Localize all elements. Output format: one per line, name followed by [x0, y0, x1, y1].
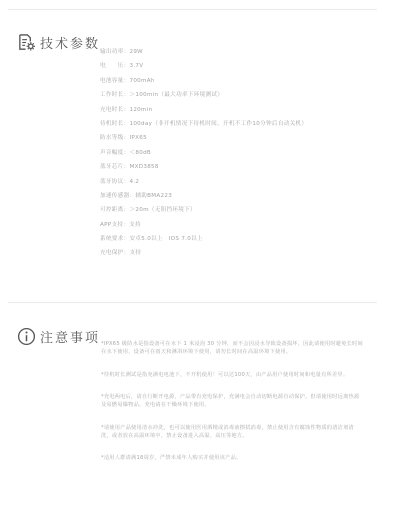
note-item: *充电两电后，请自行断开电源，产品带有充电保护，充满电会自动切断电源自动保护。但请使用时远离热源及易燃易爆物品，充电请在干燥环境下使用。	[101, 394, 360, 408]
spec-item: 工作时长：＞100min（最大功率下环境测试）	[100, 92, 224, 99]
note-item: *适用人群请满18周岁，严禁未成年人购买并使用该产品。	[101, 455, 242, 461]
notes-header	[17, 327, 100, 346]
section-divider	[8, 302, 377, 303]
spec-item: 可控距离：＞20m（无阻挡环境下）	[100, 207, 196, 214]
spec-item: 防水等级：IPX65	[100, 135, 147, 142]
notes-title: 注意事项	[40, 331, 101, 346]
info-circle-icon	[17, 327, 36, 346]
note-item: *请使用产品使用清水冲洗，也可以使用医用酒精或消毒液擦拭消毒，禁止使用含有腐蚀性物质的清洁剂清洗，或者放在高温环境中，禁止设备进入高温、高压等地方。	[101, 424, 354, 439]
spec-item: 声音幅度：＜80dB	[100, 149, 152, 156]
spec-item: APP支持：支持	[100, 221, 141, 228]
spec-item: 电 压：3.7V	[100, 63, 144, 70]
spec-item: 电池容量：700mAh	[100, 77, 155, 84]
spec-item: 充电时长：120min	[100, 106, 153, 113]
spec-item: 系统要求：安卓5.0以上 IOS 7.0以上	[100, 236, 203, 243]
note-item: *IPX65 级防水是指设备可在水下 1 米浸泡 30 分钟，而不会因浸水导致设备损坏，因此请使用时避免长时间在水下使用，设备可在雨天和淋浴环境下使用，请勿长时间在高温环境下使用。	[101, 341, 363, 355]
specs-header	[17, 33, 100, 52]
spec-list	[100, 45, 307, 261]
spec-item: 蓝牙协议：4.2	[100, 178, 140, 185]
spec-item: 输出功率：29W	[100, 49, 144, 55]
spec-item: 加速传感器：辅助BMA223	[100, 192, 173, 199]
document-settings-icon	[17, 33, 36, 52]
spec-item: 充电保护：支持	[100, 250, 142, 257]
notes-list	[101, 340, 363, 477]
specs-title: 技术参数	[40, 37, 101, 52]
note-item: *待机时长测试是指充满电电池下，不开机使用！可以达100天，由产品用户使用时间和电量有所差异。	[101, 371, 349, 378]
spec-item: 蓝牙芯片：MXD3858	[100, 164, 159, 171]
spec-item: 待机时长：100day（非开机情况下待机时间，开机不工作10分钟后自动关机）	[100, 120, 308, 127]
top-divider	[8, 9, 377, 10]
